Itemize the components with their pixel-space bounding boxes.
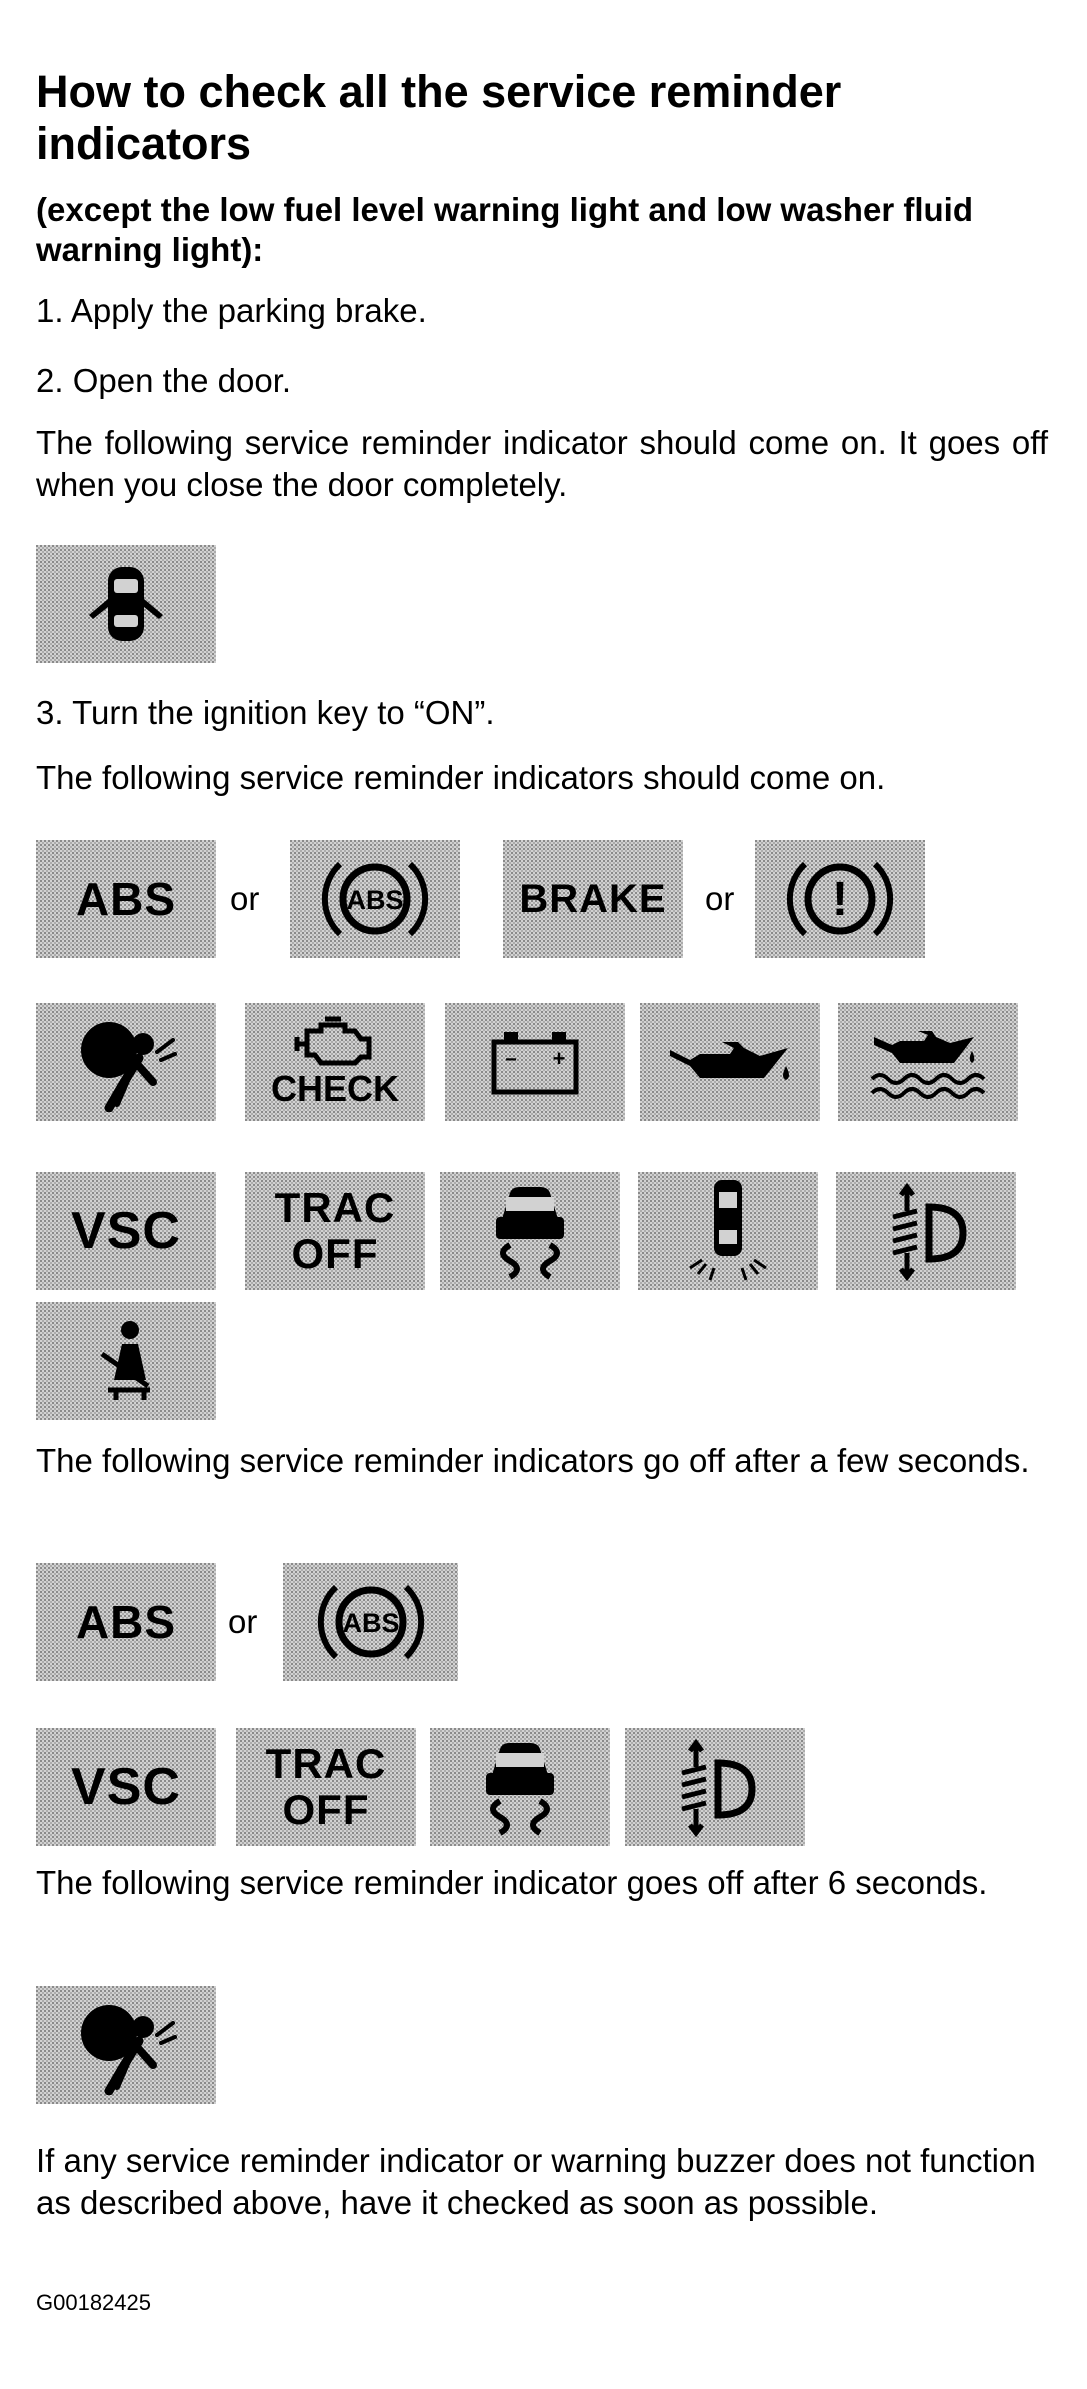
figure-code: G00182425 xyxy=(36,2290,151,2315)
paragraph-door-on: The following service reminder indicator should come on. It goes off when you close the door completely. xyxy=(36,424,1048,503)
abs-circle-indicator-2 xyxy=(283,1563,458,1681)
oil-can-icon xyxy=(660,1022,800,1102)
headlight-leveling-indicator xyxy=(836,1172,1016,1290)
headlight-leveling-indicator-2 xyxy=(625,1728,805,1846)
trac-off-label xyxy=(275,1185,396,1277)
trac-line-1: TRAC xyxy=(274,1184,396,1231)
trac-line-2: OFF xyxy=(291,1230,379,1277)
door-open-indicator xyxy=(36,545,216,663)
oil-pressure-indicator xyxy=(640,1003,820,1121)
page-title: How to check all the service reminder indicators xyxy=(36,66,842,169)
abs-label: ABS xyxy=(75,873,177,925)
airbag-icon xyxy=(61,1995,191,2095)
oil-level-indicator xyxy=(838,1003,1018,1121)
skidding-car-icon xyxy=(470,1735,570,1839)
paragraph-all-on: The following service reminder indicators should come on. xyxy=(36,759,886,796)
abs-indicator xyxy=(36,840,216,958)
vsc-label: VSC xyxy=(71,1202,181,1260)
seatbelt-indicator xyxy=(36,1302,216,1420)
abs-circle-icon xyxy=(310,849,440,949)
brake-circle-text: ! xyxy=(832,873,848,926)
page-subtitle: (except the low fuel level warning light and low washer fluid warning light): xyxy=(36,191,973,268)
step-2: 2. Open the door. xyxy=(36,362,292,399)
vsc-indicator xyxy=(36,1172,216,1290)
door-open-icon xyxy=(81,559,171,649)
trac-off-indicator-2 xyxy=(236,1728,416,1846)
airbag-icon xyxy=(61,1012,191,1112)
abs-circle-indicator xyxy=(290,840,460,958)
oil-level-icon xyxy=(858,1017,998,1107)
abs-circle-icon xyxy=(306,1572,436,1672)
battery-plus: + xyxy=(552,1046,566,1071)
charging-indicator xyxy=(445,1003,625,1121)
check-engine-indicator xyxy=(245,1003,425,1121)
headlight-leveling-icon xyxy=(660,1737,770,1837)
or-label: or xyxy=(230,880,260,917)
headlight-leveling-icon xyxy=(871,1181,981,1281)
battery-icon xyxy=(480,1022,590,1102)
skidding-car-icon xyxy=(480,1179,580,1283)
airbag-indicator-2 xyxy=(36,1986,216,2104)
brake-warning-icon xyxy=(775,849,905,949)
paragraph-off-six: The following service reminder indicator goes off after 6 seconds. xyxy=(36,1864,988,1901)
or-label-3: or xyxy=(228,1603,258,1640)
car-top-view-icon xyxy=(678,1176,778,1286)
abs-circle-text: ABS xyxy=(346,885,404,915)
trac-off-indicator xyxy=(245,1172,425,1290)
trac-off-label-2 xyxy=(266,1741,387,1833)
paragraph-off-few: The following service reminder indicators go off after a few seconds. xyxy=(36,1442,1030,1479)
abs-label-2: ABS xyxy=(75,1596,177,1648)
step-3: 3. Turn the ignition key to “ON”. xyxy=(36,694,495,731)
brake-circle-indicator xyxy=(755,840,925,958)
check-label: CHECK xyxy=(270,1068,399,1109)
slip-indicator xyxy=(440,1172,620,1290)
abs-indicator-2 xyxy=(36,1563,216,1681)
or-label-2: or xyxy=(705,880,735,917)
slip-indicator-2 xyxy=(430,1728,610,1846)
step-1: 1. Apply the parking brake. xyxy=(36,292,427,329)
door-ajar-indicator xyxy=(638,1172,818,1290)
brake-label: BRAKE xyxy=(519,877,667,921)
vsc-label-2: VSC xyxy=(71,1758,181,1816)
abs-circle-text-2: ABS xyxy=(341,1608,400,1638)
vsc-indicator-2 xyxy=(36,1728,216,1846)
brake-indicator xyxy=(503,840,683,958)
trac-line-1-b: TRAC xyxy=(265,1740,387,1787)
seatbelt-icon xyxy=(86,1316,166,1406)
battery-minus: − xyxy=(505,1049,517,1071)
engine-icon xyxy=(285,1015,385,1069)
paragraph-final: If any service reminder indicator or warning buzzer does not function as described above, have it checked as soon as possible. xyxy=(36,2142,1036,2221)
airbag-indicator xyxy=(36,1003,216,1121)
trac-line-2-b: OFF xyxy=(282,1786,370,1833)
